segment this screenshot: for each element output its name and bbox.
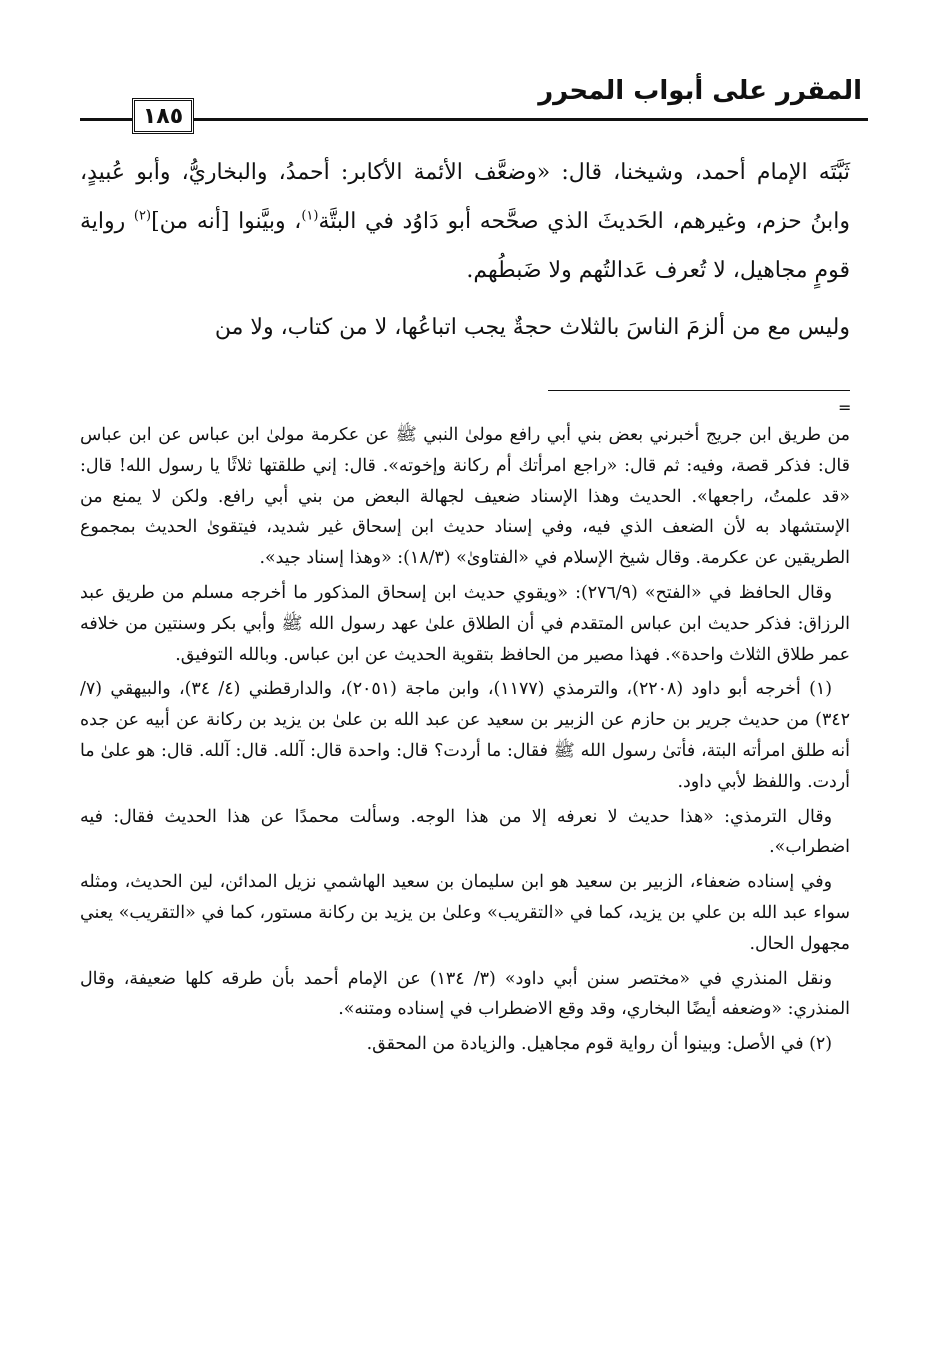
footnote-paragraph: وفي إسناده ضعفاء، الزبير بن سعيد هو ابن سليمان بن سعيد الهاشمي نزيل المدائن، لين الحديث، ومثله سواء عبد الله بن علي بن يزيد، كما في «التقريب» وعلىٰ بن يزيد بن ركانة مستور، كما في «التقريب» يعني مجهول الحال.	[80, 872, 850, 954]
main-text-segment: ، وبيَّنوا [أنه من]	[151, 209, 302, 234]
footnote-continuation-marker: =	[838, 398, 852, 417]
page-number: ١٨٥	[132, 98, 194, 134]
main-paragraph-1	[80, 148, 850, 295]
main-text	[80, 148, 850, 352]
footnotes	[80, 420, 850, 1064]
footnote-paragraph: وقال الحافظ في «الفتح» (٢٧٦/٩): «ويقوي حديث ابن إسحاق المذكور ما أخرجه مسلم من طريق عبد الرزاق: فذكر حديث ابن عباس المتقدم في أن الطلاق علىٰ عهد رسول الله ﷺ وأبي بكر وسنتين من خلافه عمر طلاق الثلاث واحدة». فهذا مصير من الحافظ بتقوية الحديث عن ابن عباس. وبالله التوفيق.	[80, 582, 850, 665]
footnote-ref-1: (١)	[301, 208, 319, 224]
book-title: المقرر على أبواب المحرر	[532, 76, 862, 106]
footnote-2: (٢) في الأصل: وبينوا أن رواية قوم مجاهيل. والزيادة من المحقق.	[366, 1034, 832, 1055]
footnote-1: (١) أخرجه أبو داود (٢٢٠٨)، والترمذي (١١٧٧)، وابن ماجة (٢٠٥١)، والدارقطني (٤/ ٣٤)، والبيهقي (٧/ ٣٤٢) من حديث جرير بن حازم عن الزبير بن سعيد عن عبد الله بن علىٰ بن يزيد بن ركانة عن أبيه عن جده أنه طلق امرأته البتة، فأتىٰ رسول الله ﷺ فقال: ما أردت؟ قال: واحدة قال: آلله. قال: آلله. قال: هو علىٰ ما أردت. واللفظ لأبي داود.	[80, 679, 850, 792]
footnote-paragraph: ونقل المنذري في «مختصر سنن أبي داود» (٣/ ١٣٤) عن الإمام أحمد بأن طرقه كلها ضعيفة، وقال المنذري: «وضعفه أيضًا البخاري، وقد وقع الاضطراب في إسناده ومتنه».	[80, 968, 850, 1020]
page-header	[80, 70, 860, 130]
footnote-ref-2: (٢)	[133, 208, 152, 224]
main-text-segment: ثَبَّتَه الإمام أحمد، وشيخنا، قال: «وضعَّف الأئمة الأكابر: أحمدُ، والبخاريُّ، وأبو عُبيدٍ، وابنُ حزم، وغيرهم، الحَديثَ الذي صحَّحه أبو دَاوُد في البتَّة	[80, 160, 850, 234]
main-text-segment: رواية قومٍ مجاهيل، لا تُعرف عَدالتُهم ولا ضَبطُهم.	[80, 209, 850, 283]
footnote-paragraph: وقال الترمذي: «هذا حديث لا نعرفه إلا من هذا الوجه. وسألت محمدًا عن هذا الحديث فقال: فيه اضطراب».	[80, 806, 850, 858]
footnote-separator	[548, 390, 850, 391]
footnote-paragraph: من طريق ابن جريج أخبرني بعض بني أبي رافع مولىٰ النبي ﷺ عن عكرمة مولىٰ ابن عباس عن ابن عباس قال: فذكر قصة، وفيه: ثم قال: «راجع امرأتك أم ركانة وإخوته». قال: إني طلقتها ثلاثًا يا رسول الله! قال: «قد علمتُ، راجعها». الحديث وهذا الإسناد ضعيف لجهالة البعض من بني أبي رافع. ولكن لا يمنع من الإستشهاد به لأن الضعف الذي فيه، وفي إسناد حديث ابن إسحاق غير شديد، فيتقوىٰ الحديث بمجموع الطريقين عن عكرمة. وقال شيخ الإسلام في «الفتاوىٰ» (١٨/٣): «وهذا إسناد جيد».	[80, 425, 850, 569]
main-paragraph-2: وليس مع من ألزمَ الناسَ بالثلاث حجةٌ يجب اتباعُها، لا من كتاب، ولا من	[214, 315, 850, 340]
header-rule	[108, 118, 868, 121]
